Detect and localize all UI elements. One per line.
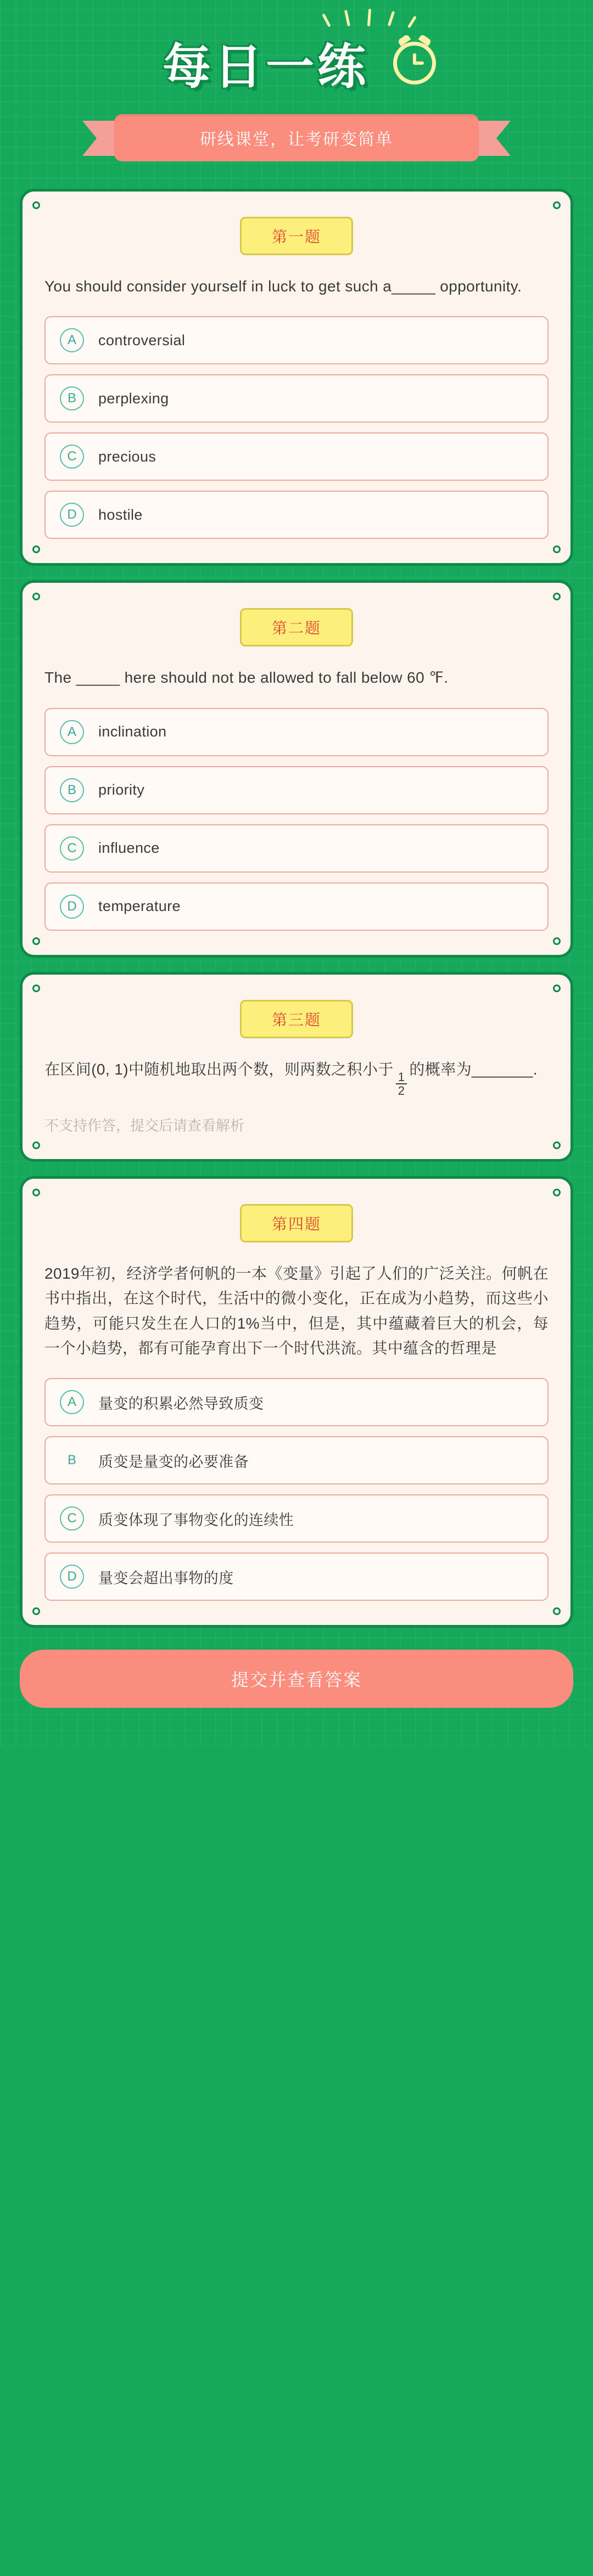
option-letter: B bbox=[60, 778, 84, 802]
slogan-ribbon bbox=[82, 112, 511, 165]
option-letter: A bbox=[60, 720, 84, 744]
screw-icon bbox=[32, 985, 40, 992]
option-label: 量变会超出事物的度 bbox=[98, 1570, 234, 1587]
option-d[interactable] bbox=[44, 882, 549, 931]
screw-icon bbox=[553, 1607, 561, 1615]
answer-unsupported-note: 不支持作答，提交后请查看解析 bbox=[44, 1117, 245, 1134]
sparkle-icon bbox=[321, 9, 425, 31]
page-title: 每日一练 bbox=[162, 38, 369, 95]
screw-icon bbox=[32, 937, 40, 945]
screw-icon bbox=[32, 201, 40, 209]
question-prompt bbox=[44, 1057, 549, 1097]
option-c[interactable] bbox=[44, 1494, 549, 1543]
option-b[interactable] bbox=[44, 1436, 549, 1484]
question-badge: 第三题 bbox=[240, 1000, 353, 1038]
option-label: 质变体现了事物变化的连续性 bbox=[98, 1511, 294, 1528]
question-badge: 第二题 bbox=[240, 608, 353, 646]
screw-icon bbox=[553, 201, 561, 209]
option-letter: B bbox=[67, 1453, 76, 1468]
option-letter: D bbox=[60, 1565, 84, 1589]
screw-icon bbox=[32, 1141, 40, 1149]
option-b[interactable] bbox=[44, 766, 549, 814]
question-badge: 第四题 bbox=[240, 1204, 353, 1242]
option-a[interactable] bbox=[44, 316, 549, 364]
screw-icon bbox=[32, 545, 40, 553]
screw-icon bbox=[553, 937, 561, 945]
option-letter: A bbox=[60, 1390, 84, 1414]
question-card-1 bbox=[20, 189, 573, 566]
screw-icon bbox=[32, 1607, 40, 1615]
option-label: controversial bbox=[98, 331, 186, 348]
option-b[interactable] bbox=[44, 374, 549, 423]
screw-icon bbox=[32, 1189, 40, 1196]
question-card-4 bbox=[20, 1176, 573, 1628]
option-label: influence bbox=[98, 840, 160, 857]
option-label: precious bbox=[98, 448, 156, 465]
option-label: hostile bbox=[98, 506, 143, 523]
fraction bbox=[396, 1071, 407, 1097]
option-letter: C bbox=[60, 836, 84, 860]
question-prompt: You should consider yourself in luck to get such a_____ opportunity. bbox=[44, 278, 522, 295]
title-row bbox=[0, 29, 593, 98]
option-a[interactable] bbox=[44, 1378, 549, 1426]
screw-icon bbox=[553, 1189, 561, 1196]
submit-area bbox=[0, 1628, 593, 1713]
option-list bbox=[44, 1378, 549, 1601]
fraction-denominator: 2 bbox=[398, 1083, 405, 1098]
alarm-clock-icon bbox=[393, 42, 436, 85]
option-d[interactable] bbox=[44, 491, 549, 539]
question-card-3 bbox=[20, 972, 573, 1162]
screw-icon bbox=[553, 593, 561, 600]
option-c[interactable] bbox=[44, 432, 549, 481]
page-header bbox=[0, 0, 593, 175]
question-prompt: 2019年初，经济学者何帆的一本《变量》引起了人们的广泛关注。何帆在书中指出，在这个时代，生活中的微小变化，正在成为小趋势，而这些小趋势，可能只发生在人口的1%当中，但是，其中蕴藏着巨大的机会，每一个小趋势，都有可能孕育出下一个时代洪流。其中蕴含的哲理是 bbox=[44, 1265, 549, 1357]
slogan-text: 研线课堂，让考研变简单 bbox=[200, 131, 393, 149]
prompt-part-1: 在区间(0, 1)中随机地取出两个数，则两数之积小于 bbox=[44, 1060, 394, 1078]
option-label: 质变是量变的必要准备 bbox=[98, 1453, 249, 1470]
option-letter: B bbox=[60, 386, 84, 410]
question-badge: 第一题 bbox=[240, 217, 353, 255]
option-label: 量变的积累必然导致质变 bbox=[98, 1395, 264, 1412]
option-list bbox=[44, 316, 549, 539]
ribbon-body bbox=[114, 114, 479, 161]
question-card-2 bbox=[20, 580, 573, 957]
option-label: perplexing bbox=[98, 390, 169, 407]
submit-button[interactable]: 提交并查看答案 bbox=[20, 1650, 573, 1708]
screw-icon bbox=[553, 985, 561, 992]
screw-icon bbox=[553, 1141, 561, 1149]
option-label: temperature bbox=[98, 898, 181, 915]
option-label: inclination bbox=[98, 723, 167, 740]
option-label: priority bbox=[98, 781, 145, 798]
fraction-numerator: 1 bbox=[396, 1071, 407, 1084]
question-prompt: The _____ here should not be allowed to fall below 60 ℉. bbox=[44, 669, 449, 687]
screw-icon bbox=[32, 593, 40, 600]
option-a[interactable] bbox=[44, 708, 549, 756]
option-letter: A bbox=[60, 328, 84, 352]
option-list bbox=[44, 708, 549, 931]
option-letter: D bbox=[60, 895, 84, 919]
option-letter: C bbox=[60, 1506, 84, 1531]
option-c[interactable] bbox=[44, 824, 549, 873]
option-d[interactable] bbox=[44, 1553, 549, 1601]
option-letter: C bbox=[60, 445, 84, 469]
screw-icon bbox=[553, 545, 561, 553]
prompt-part-2: 的概率为_______. bbox=[409, 1060, 538, 1078]
option-letter: D bbox=[60, 503, 84, 527]
